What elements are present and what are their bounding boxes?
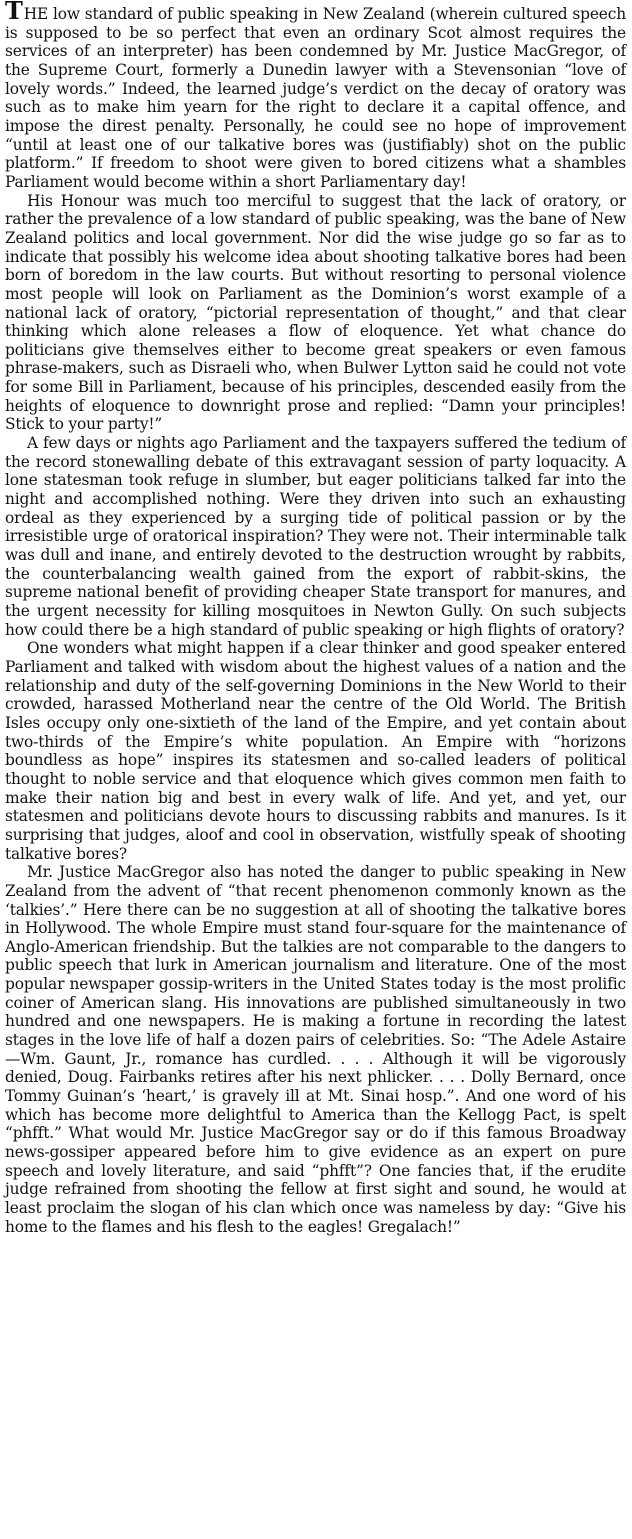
paragraph-3: A few days or nights ago Parliament and the taxpayers suffered the tedium of the record stonewalling debate of this extravagant session of party loquacity. A lone statesman took refuge in slumber, but eager politicians talked far into the night and accomplished nothing. Were they driven into such an exhausting ordeal as they experienced by a surging tide of political passion or by the irresistible urge of oratorical inspiration? They were not. Their interminable talk was dull and inane, and entirely devoted to the destruction wrought by rabbits, the counterbalancing wealth gained from the export of rabbit-skins, the supreme national benefit of providing cheaper State transport for manures, and the urgent necessity for killing mosquitoes in Newton Gully. On such subjects how could there be a high standard of public speaking or high flights of oratory?: [5, 434, 626, 639]
paragraph-1: [5, 2, 626, 192]
paragraph-5: Mr. Justice MacGregor also has noted the danger to public speaking in New Zealand from the advent of “that recent phenomenon commonly known as the ‘talkies’.” Here there can be no suggestion at all of shooting the talkative bores in Hollywood. The whole Empire must stand four-square for the maintenance of Anglo-American friendship. But the talkies are not comparable to the dangers to public speech that lurk in American journalism and literature. One of the most popular newspaper gossip-writers in the United States today is the most prolific coiner of American slang. His innovations are published simultaneously in two hundred and one newspapers. He is making a fortune in recording the latest stages in the love life of half a dozen pairs of celebrities. So: “The Adele Astaire—Wm. Gaunt, Jr., romance has curdled. . . . Although it will be vigorously denied, Doug. Fairbanks retires after his next phlicker. . . . Dolly Bernard, once Tommy Guinan’s ‘heart,’ is gravely ill at Mt. Sinai hosp.”. And one word of his which has become more delightful to America than the Kellogg Pact, is spelt “phfft.” What would Mr. Justice MacGregor say or do if this famous Broadway news-gossiper appeared before him to give evidence as an expert on pure speech and lovely literature, and said “phfft”? One fancies that, if the erudite judge refrained from shooting the fellow at first sight and sound, he would at least proclaim the slogan of his clan which once was nameless by day: “Give his home to the flames and his flesh to the eagles! Gregalach!”: [5, 863, 626, 1236]
paragraph-2: His Honour was much too merciful to suggest that the lack of oratory, or rather the prevalence of a low standard of public speaking, was the bane of New Zealand politics and local government. Nor did the wise judge go so far as to indicate that possibly his welcome idea about shooting talkative bores had been born of boredom in the law courts. But without resorting to personal violence most people will look on Parliament as the Dominion’s worst example of a national lack of oratory, “pictorial representation of thought,” and that clear thinking which alone releases a flow of eloquence. Yet what chance do politicians give themselves either to become great speakers or even famous phrase-makers, such as Disraeli who, when Bulwer Lytton said he could not vote for some Bill in Parliament, because of his principles, descended easily from the heights of eloquence to downright prose and replied: “Damn your principles! Stick to your party!”: [5, 191, 626, 434]
drop-cap: T: [5, 0, 23, 25]
paragraph-4: One wonders what might happen if a clear thinker and good speaker entered Parliament and talked with wisdom about the highest values of a nation and the relationship and duty of the self-governing Dominions in the New World to their crowded, harassed Motherland near the centre of the Old World. The British Isles occupy only one-sixtieth of the land of the Empire, and yet contain about two-thirds of the Empire’s white population. An Empire with “horizons boundless as hope” inspires its statesmen and so-called leaders of political thought to noble service and that eloquence which gives common men faith to make their nation big and best in every walk of life. And yet, and yet, our statesmen and politicians devote hours to discussing rabbits and manures. Is it surprising that judges, aloof and cool in observation, wistfully speak of shooting talkative bores?: [5, 639, 626, 863]
paragraph-1-text: HE low standard of public speaking in New Zealand (wherein cultured speech is supposed to be so perfect that even an ordinary Scot almost requires the services of an interpreter) has been condemned by Mr. Justice MacGregor, of the Supreme Court, formerly a Dunedin lawyer with a Stevensonian “love of lovely words.” Indeed, the learned judge’s verdict on the decay of oratory was such as to make him yearn for the right to declare it a capital offence, and impose the direst penalty. Personally, he could see no hope of improvement “until at least one of our talkative bores was (justifiably) shot on the public platform.” If freedom to shoot were given to bored citizens what a shambles Parliament would become within a short Parliamentary day!: [5, 5, 626, 191]
article-body: [5, 2, 626, 1236]
